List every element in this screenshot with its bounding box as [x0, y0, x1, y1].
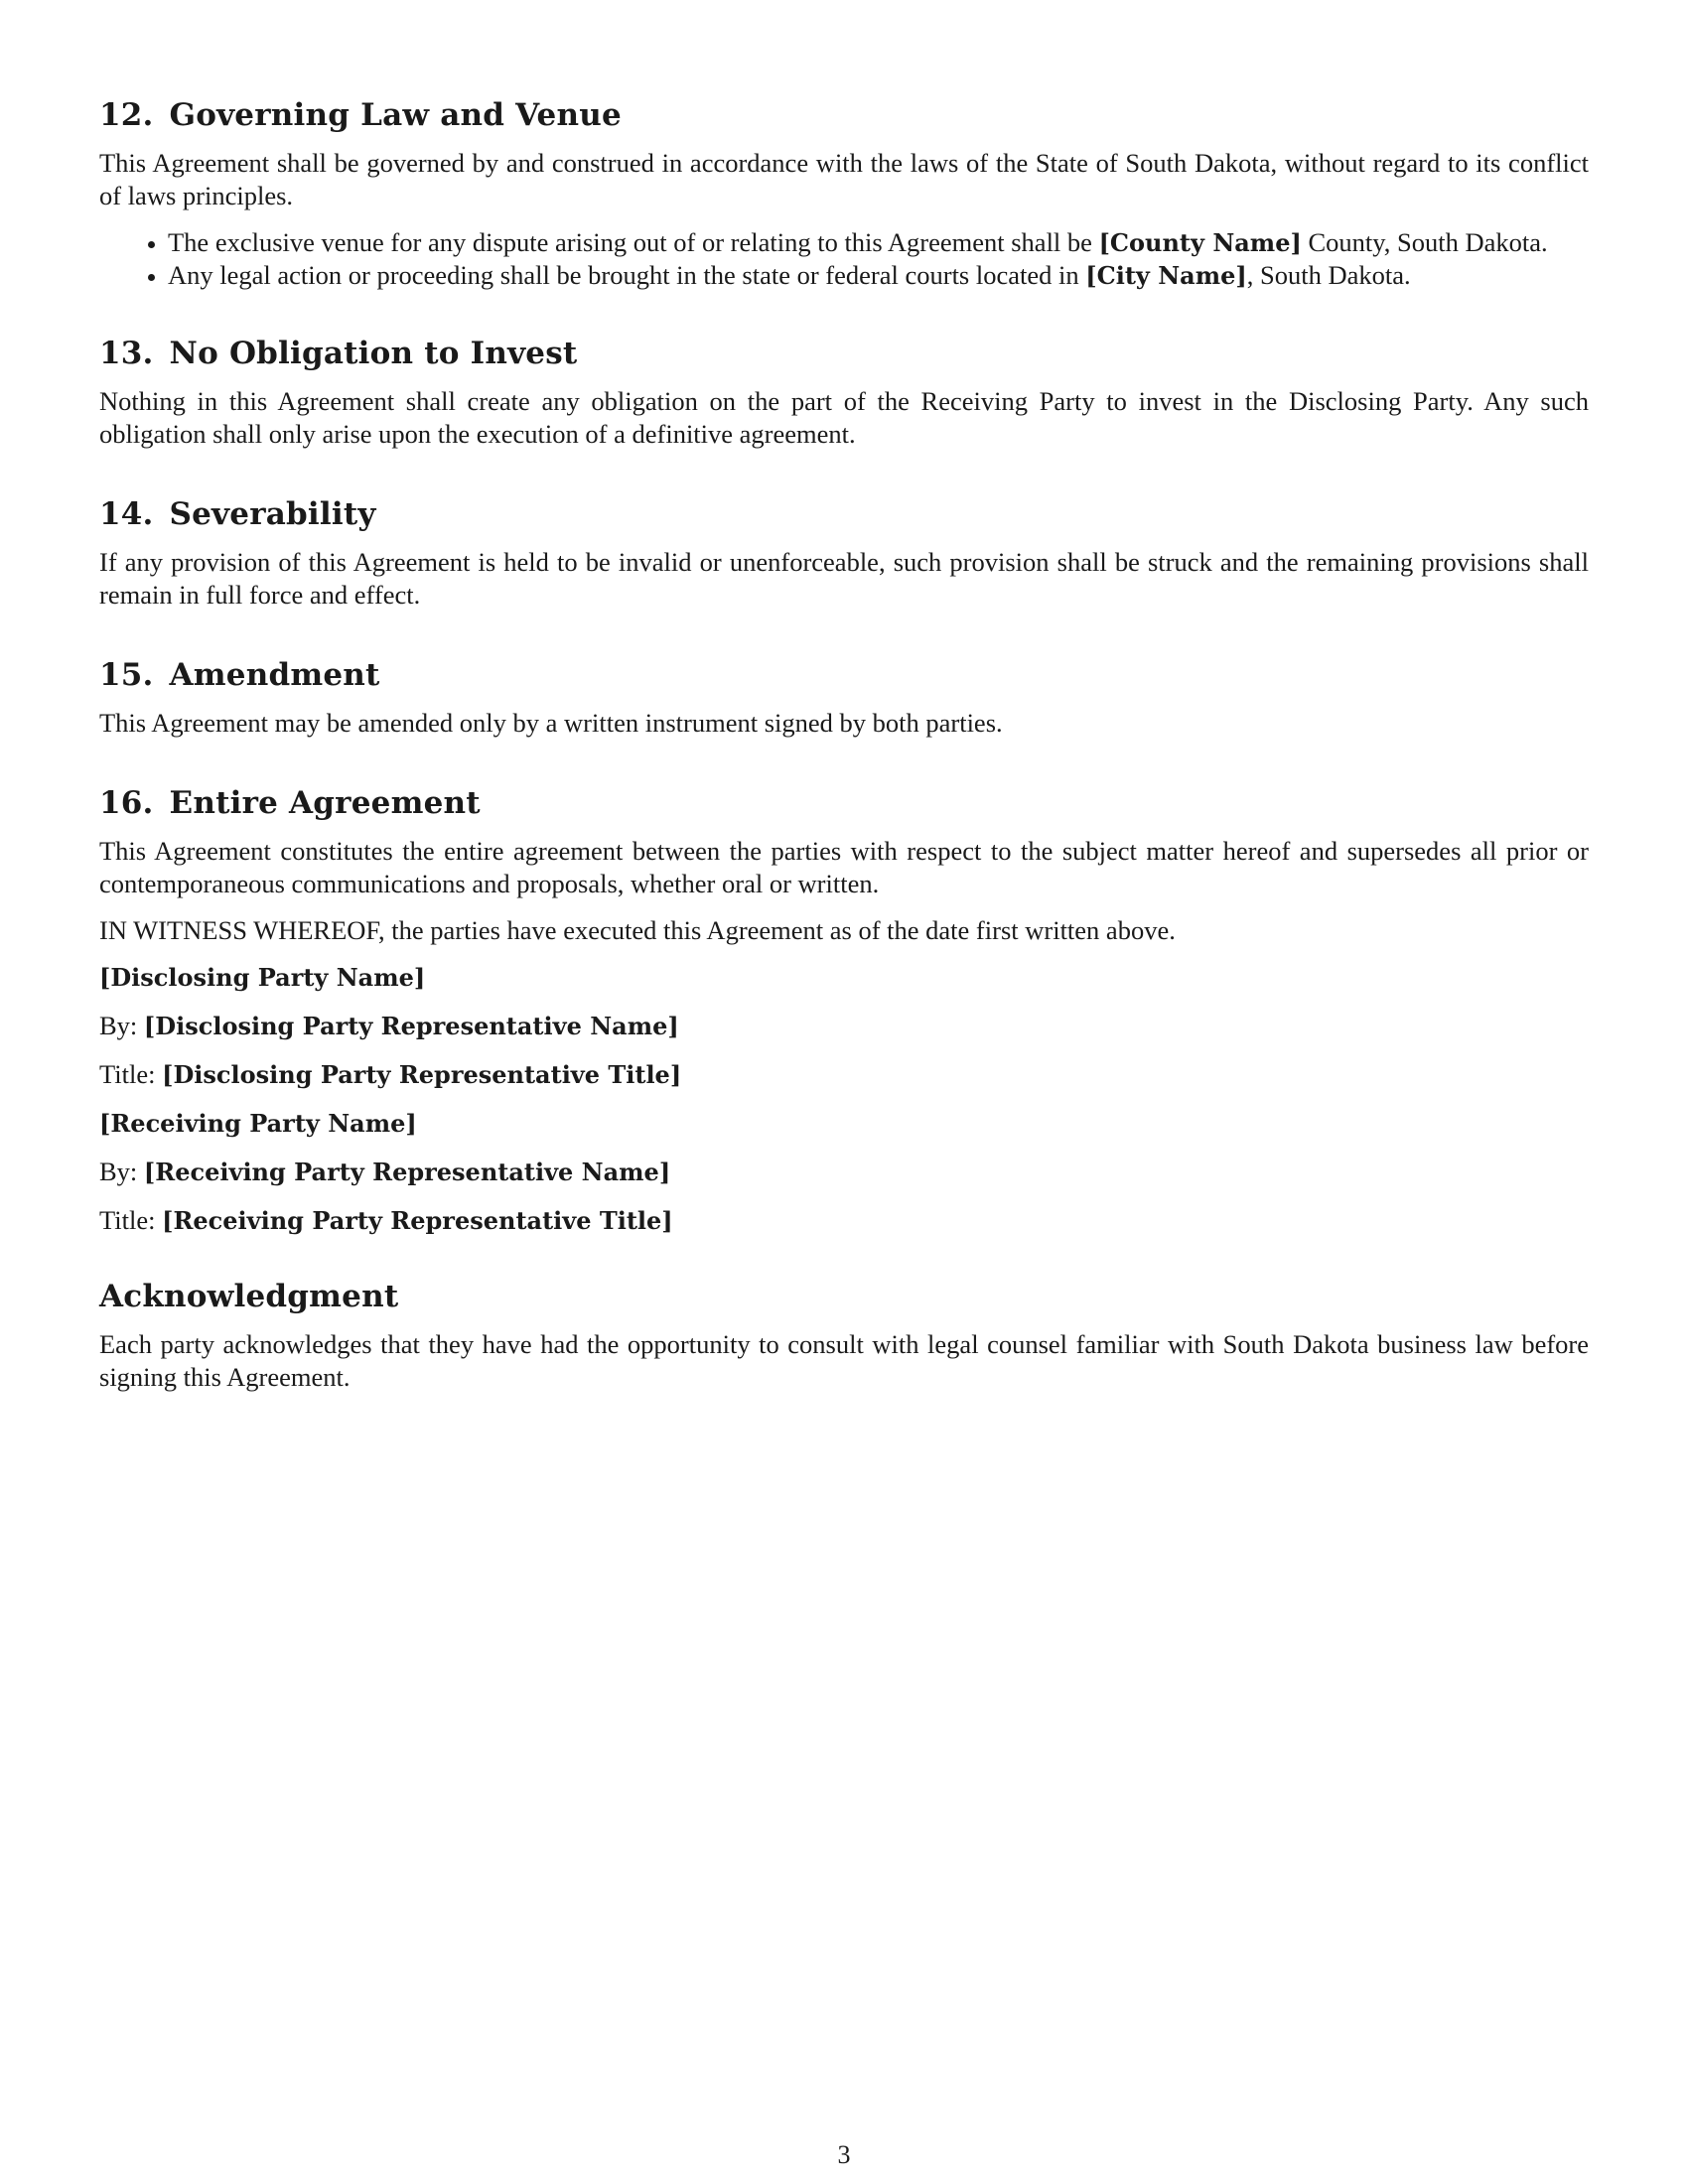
disclosing-title-line: Title: [Disclosing Party Representative Title] — [99, 1059, 682, 1089]
section-14-body: If any provision of this Agreement is held to be invalid or unenforceable, such provision shall be struck and the remaining provisions shall remain in full force and effect. — [99, 547, 1589, 610]
county-name-placeholder: [County Name] — [1098, 228, 1302, 257]
witness-clause: IN WITNESS WHEREOF, the parties have executed this Agreement as of the date first written above. — [99, 915, 1176, 945]
section-13 — [99, 334, 1589, 451]
signature-block — [99, 961, 1589, 1237]
section-15-heading: 15. Amendment — [99, 657, 380, 693]
section-13-heading: 13. No Obligation to Invest — [99, 336, 578, 371]
disclosing-by-line: By: [Disclosing Party Representative Name] — [99, 1011, 679, 1040]
section-16-body: This Agreement constitutes the entire agreement between the parties with respect to the subject matter hereof and supersedes all prior or contemporaneous communications and proposals, whether oral or written. — [99, 836, 1589, 898]
acknowledgment-heading: Acknowledgment — [99, 1279, 399, 1314]
section-12 — [99, 95, 1589, 292]
section-14-heading: 14. Severability — [99, 496, 376, 532]
venue-bullet-county: • The exclusive venue for any dispute arising out of or relating to this Agreement shall be [County Name] County, South Dakota. — [168, 226, 1589, 259]
receiving-title-line: Title: [Receiving Party Representative Title] — [99, 1205, 673, 1235]
section-16-heading: 16. Entire Agreement — [99, 785, 481, 821]
section-15 — [99, 655, 1589, 740]
venue-list — [99, 226, 1589, 292]
acknowledgment-section — [99, 1277, 1589, 1394]
section-12-body: This Agreement shall be governed by and construed in accordance with the laws of the State of South Dakota, without regard to its conflict of laws principles. — [99, 148, 1589, 210]
disclosing-party-name: [Disclosing Party Name] — [99, 963, 426, 992]
section-15-body: This Agreement may be amended only by a written instrument signed by both parties. — [99, 708, 1003, 738]
section-13-body: Nothing in this Agreement shall create any obligation on the part of the Receiving Party to invest in the Disclosing Party. Any such obligation shall only arise upon the execution of a definitive agreement. — [99, 386, 1589, 449]
venue-bullet-city: • Any legal action or proceeding shall be brought in the state or federal courts located in [City Name], South Dakota. — [168, 259, 1589, 292]
page-number: 3 — [837, 2140, 851, 2169]
receiving-by-line: By: [Receiving Party Representative Name] — [99, 1157, 671, 1186]
document-page — [99, 95, 1589, 1408]
section-12-heading: 12. Governing Law and Venue — [99, 97, 622, 133]
section-14 — [99, 494, 1589, 612]
section-16 — [99, 783, 1589, 947]
receiving-party-name: [Receiving Party Name] — [99, 1109, 417, 1138]
acknowledgment-body: Each party acknowledges that they have had the opportunity to consult with legal counsel familiar with South Dakota business law before signing this Agreement. — [99, 1329, 1589, 1392]
city-name-placeholder: [City Name] — [1085, 261, 1247, 290]
